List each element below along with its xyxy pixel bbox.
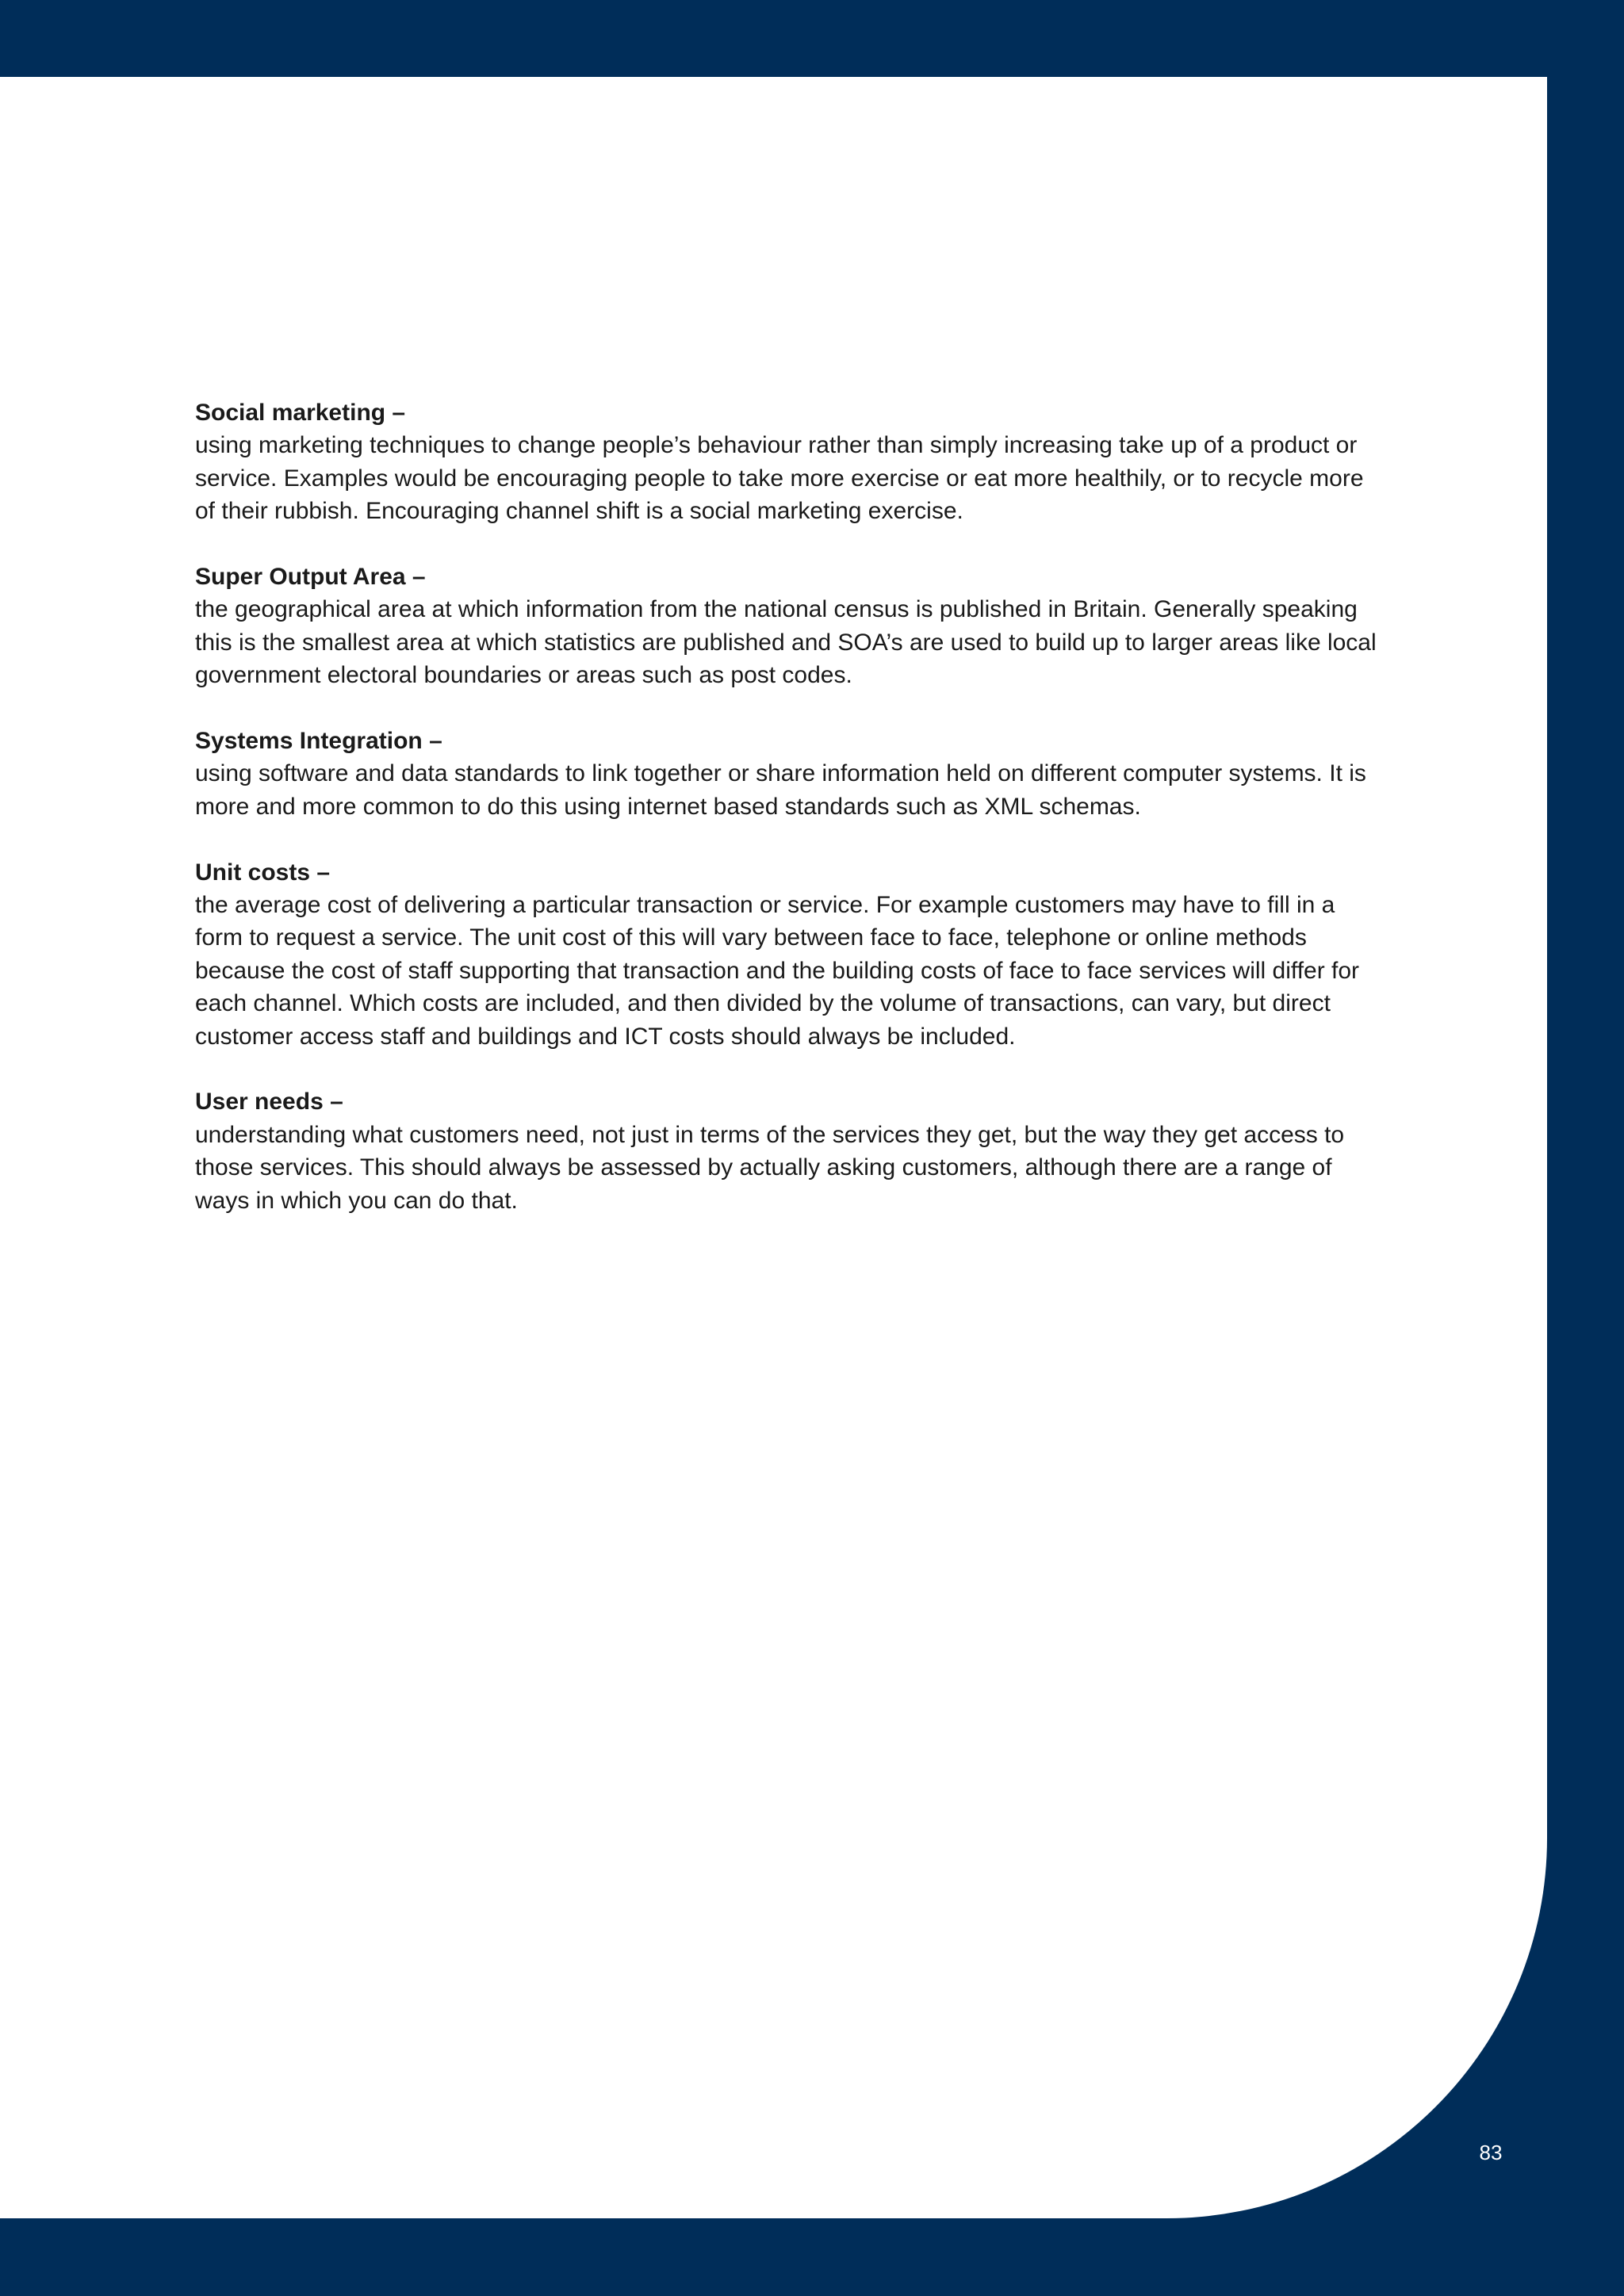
glossary-definition: understanding what customers need, not just in terms of the services they get, but the way they get access to those services. This should always be assessed by actually asking customers, although there are a range of ways in which you can do that. [195, 1121, 1345, 1214]
glossary-term: Systems Integration – [195, 728, 442, 755]
glossary-term: Super Output Area – [195, 564, 426, 591]
glossary-entry-social-marketing [195, 396, 1385, 528]
glossary-entry-user-needs [195, 1085, 1385, 1217]
glossary-entry-systems-integration [195, 725, 1385, 823]
glossary-entry-unit-costs [195, 856, 1385, 1053]
glossary-term: Social marketing – [195, 400, 406, 426]
glossary-content [195, 396, 1385, 1249]
glossary-entry-super-output-area [195, 561, 1385, 692]
glossary-term: Unit costs – [195, 859, 331, 886]
glossary-definition: using software and data standards to link together or share information held on different computer systems. It is more and more common to do this using internet based standards such as XML schemas. [195, 760, 1366, 820]
glossary-term: User needs – [195, 1089, 343, 1115]
glossary-definition: the geographical area at which information from the national census is published in Britain. Generally speaking this is the smallest area at which statistics are published and SOA’s are used to build up to larger areas like local government electoral boundaries or areas such as post codes. [195, 596, 1377, 689]
page-number: 83 [1479, 2141, 1503, 2164]
glossary-definition: the average cost of delivering a particular transaction or service. For example customers may have to fill in a form to request a service. The unit cost of this will vary between face to face, telephone or online methods because the cost of staff supporting that transaction and the building costs of face to face services will differ for each channel. Which costs are included, and then divided by the volume of transactions, can vary, but direct customer access staff and buildings and ICT costs should always be included. [195, 892, 1360, 1050]
glossary-definition: using marketing techniques to change people’s behaviour rather than simply increasing take up of a product or service. Examples would be encouraging people to take more exercise or eat more healthily, or to recycle more of their rubbish. Encouraging channel shift is a social marketing exercise. [195, 432, 1364, 525]
